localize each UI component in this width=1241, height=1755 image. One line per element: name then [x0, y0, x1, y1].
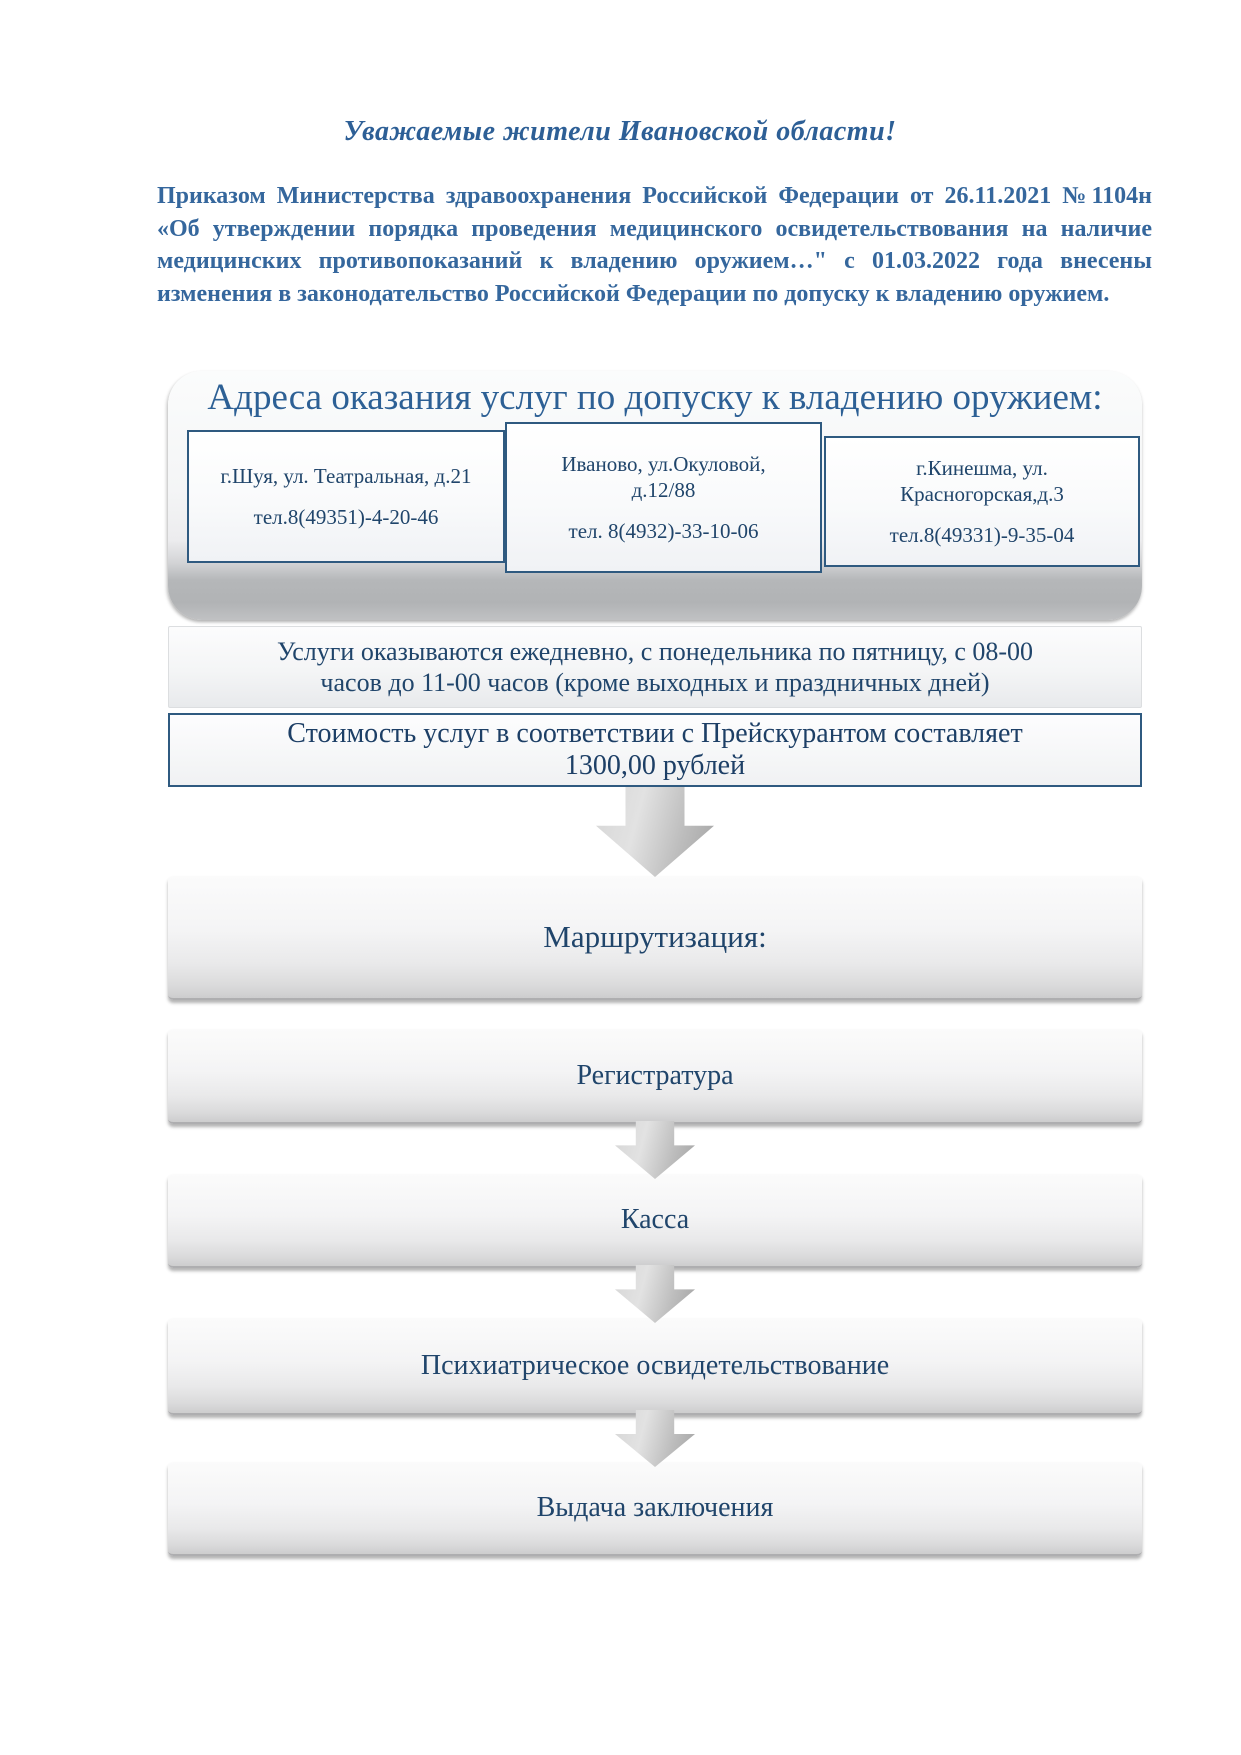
flow-step-label: Регистратура	[576, 1059, 734, 1091]
flow-step-label: Касса	[620, 1204, 690, 1235]
price-banner	[168, 713, 1142, 787]
address-text: г.Шуя, ул. Театральная, д.21	[220, 464, 472, 488]
address-card-shuya	[187, 430, 505, 563]
schedule-text-line: Услуги оказываются ежедневно, с понедельника по пятницу, с 08-00	[276, 637, 1034, 666]
down-arrow-icon	[615, 1121, 695, 1179]
flow-step-label: Психиатрическое освидетельствование	[420, 1349, 890, 1381]
address-phone: тел.8(49331)-9-35-04	[889, 523, 1075, 547]
page-title: Уважаемые жители Ивановской области!	[343, 116, 897, 147]
down-arrow-icon	[596, 787, 714, 877]
flow-step-kassa	[168, 1174, 1142, 1268]
flow-heading-box	[168, 876, 1142, 1000]
price-text-line: Стоимость услуг в соответствии с Прейскурантом составляет	[287, 718, 1023, 749]
address-text: г.Кинешма, ул. Красногорская,д.3	[900, 456, 1064, 506]
schedule-banner	[168, 626, 1142, 708]
flow-step-label: Выдача заключения	[536, 1492, 774, 1523]
flow-heading-label: Маршрутизация:	[543, 919, 767, 954]
down-arrow-icon	[615, 1410, 695, 1467]
schedule-text-line: часов до 11-00 часов (кроме выходных и праздничных дней)	[320, 668, 990, 697]
addresses-heading: Адреса оказания услуг по допуску к владению оружием:	[207, 377, 1103, 418]
address-text: Иваново, ул.Окуловой, д.12/88	[561, 452, 766, 502]
flow-step-psych-exam	[168, 1318, 1142, 1415]
down-arrow-icon	[615, 1265, 695, 1323]
flow-step-registratura	[168, 1029, 1142, 1124]
address-card-ivanovo	[505, 422, 822, 573]
address-phone: тел. 8(4932)-33-10-06	[568, 519, 759, 543]
intro-paragraph: Приказом Министерства здравоохранения Российской Федерации от 26.11.2021 №1104н «Об утверждении порядка проведения медицинского освидетельствования на наличие медицинских противопоказаний к владению оружием…" с 01.03.2022 года внесены изменения в законодательство Российской Федерации по допуску к владению оружием.	[157, 183, 1152, 307]
address-phone: тел.8(49351)-4-20-46	[253, 505, 439, 529]
flow-step-conclusion	[168, 1462, 1142, 1556]
price-text-line: 1300,00 рублей	[564, 750, 746, 781]
address-card-kineshma	[824, 436, 1140, 567]
